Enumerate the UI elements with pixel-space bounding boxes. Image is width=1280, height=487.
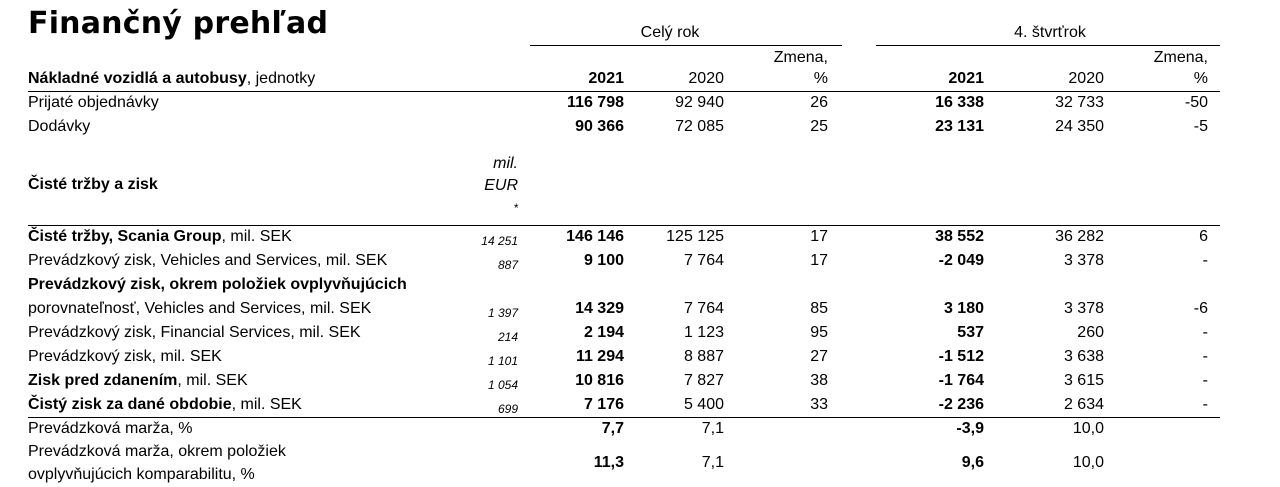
row-op-profit-vs-label: Prevádzkový zisk, Vehicles and Services, mil. SEK: [28, 252, 388, 269]
row-orders-q2021: 16 338: [935, 94, 984, 111]
row-deliveries-fy2020: 72 085: [675, 118, 724, 135]
row-op-profit-vs-q2021: -2 049: [938, 252, 984, 269]
row-net-income-label: [28, 396, 302, 414]
row-orders-fy-change: 26: [810, 94, 828, 111]
row-op-profit-excl-q2020: 3 378: [1063, 300, 1104, 317]
group-full-year: Celý rok: [640, 24, 700, 41]
row-net-income-fy2020: 5 400: [683, 396, 724, 413]
row-net-income-q2021: -2 236: [938, 396, 984, 413]
row-op-profit-fy-change: 27: [810, 348, 828, 365]
row-op-profit-vs-fy2021: 9 100: [583, 252, 624, 269]
eur-header-3: *: [513, 201, 518, 215]
row-net-sales-label: [28, 228, 292, 246]
group-q4: 4. štvrťrok: [1014, 24, 1086, 41]
row-op-profit-q-change: -: [1202, 348, 1208, 365]
row-orders-fy2021: 116 798: [567, 94, 624, 111]
row-op-profit-excl-q-change: -6: [1193, 300, 1208, 317]
row-margin-q2020: 10,0: [1072, 420, 1104, 437]
row-op-profit-excl-fy-change: 85: [810, 300, 828, 317]
row-margin-excl-label-line1: Prevádzková marža, okrem položiek: [28, 443, 286, 460]
row-deliveries-q-change: -5: [1193, 118, 1208, 135]
row-margin-excl-label-line2: ovplyvňujúcich komparabilitu, %: [28, 466, 255, 483]
header-q-change-2: %: [1193, 70, 1208, 87]
row-margin-excl-fy2020: 7,1: [701, 454, 724, 471]
row-ebt-q2020: 3 615: [1063, 372, 1104, 389]
row-net-sales-q2021: 38 552: [935, 228, 984, 245]
header-fy-change-1: Zmena,: [773, 49, 828, 66]
units-header-label-rest: , jednotky: [246, 70, 316, 87]
row-orders-q-change: -50: [1184, 94, 1208, 111]
row-op-profit-eur: 1 101: [487, 354, 518, 368]
eur-header-2: EUR: [484, 177, 518, 194]
row-deliveries-q2020: 24 350: [1055, 118, 1104, 135]
row-ebt-q2021: -1 764: [938, 372, 984, 389]
row-net-income-fy2021: 7 176: [583, 396, 624, 413]
section2-rule: [28, 225, 1220, 226]
row-net-sales-label-rest: , mil. SEK: [221, 228, 292, 245]
row-margin-fy2020: 7,1: [701, 420, 724, 437]
row-op-profit-label: Prevádzkový zisk, mil. SEK: [28, 348, 222, 365]
row-op-profit-vs-eur: 887: [497, 258, 518, 272]
eur-header-1: mil.: [493, 155, 518, 172]
row-op-profit-fs-label: Prevádzkový zisk, Financial Services, mil. SEK: [28, 324, 361, 341]
row-margin-label: Prevádzková marža, %: [28, 420, 193, 437]
row-op-profit-excl-label-line1: Prevádzkový zisk, okrem položiek ovplyvňujúcich: [28, 276, 407, 293]
row-margin-fy2021: 7,7: [601, 420, 624, 437]
row-margin-excl-fy2021: 11,3: [593, 454, 624, 471]
row-net-income-fy-change: 33: [810, 396, 828, 413]
units-header-label-bold: Nákladné vozidlá a autobusy: [28, 70, 247, 87]
row-net-sales-eur: 14 251: [481, 234, 518, 248]
row-op-profit-vs-fy-change: 17: [810, 252, 828, 269]
row-op-profit-vs-q2020: 3 378: [1063, 252, 1104, 269]
row-ebt-label-rest: , mil. SEK: [177, 372, 248, 389]
row-ebt-fy2021: 10 816: [575, 372, 624, 389]
row-op-profit-excl-q2021: 3 180: [943, 300, 984, 317]
row-net-income-label-rest: , mil. SEK: [231, 396, 302, 413]
row-net-sales-q-change: 6: [1199, 228, 1208, 245]
row-margin-excl-q2021: 9,6: [961, 454, 984, 471]
header-q-2020: 2020: [1068, 70, 1104, 87]
row-op-profit-q2020: 3 638: [1063, 348, 1104, 365]
row-op-profit-vs-q-change: -: [1202, 252, 1208, 269]
row-op-profit-excl-eur: 1 397: [487, 306, 518, 320]
row-orders-fy2020: 92 940: [675, 94, 724, 111]
row-ebt-q-change: -: [1202, 372, 1208, 389]
row-net-income-eur: 699: [497, 402, 518, 416]
row-op-profit-fs-q2020: 260: [1077, 324, 1104, 341]
row-orders-label: Prijaté objednávky: [28, 94, 159, 111]
row-net-sales-fy-change: 17: [810, 228, 828, 245]
row-ebt-fy-change: 38: [810, 372, 828, 389]
row-deliveries-q2021: 23 131: [935, 118, 984, 135]
row-ebt-fy2020: 7 827: [683, 372, 724, 389]
header-q-change-1: Zmena,: [1153, 49, 1208, 66]
header-fy-2021: 2021: [588, 70, 624, 87]
row-margin-q2021: -3,9: [956, 420, 984, 437]
row-net-sales-fy2020: 125 125: [666, 228, 724, 245]
row-deliveries-label: Dodávky: [28, 118, 91, 135]
row-op-profit-fs-fy2021: 2 194: [583, 324, 624, 341]
section-net-sales-label: Čisté tržby a zisk: [28, 176, 158, 193]
group-full-year-rule: [530, 45, 842, 46]
row-op-profit-vs-fy2020: 7 764: [683, 252, 724, 269]
row-op-profit-excl-fy2020: 7 764: [683, 300, 724, 317]
row-deliveries-fy2021: 90 366: [575, 118, 624, 135]
row-op-profit-fs-q-change: -: [1202, 324, 1208, 341]
row-op-profit-excl-label-line2: porovnateľnosť, Vehicles and Services, mil. SEK: [28, 300, 372, 317]
row-op-profit-fy2020: 8 887: [683, 348, 724, 365]
row-op-profit-q2021: -1 512: [938, 348, 984, 365]
row-ebt-label: [28, 372, 248, 390]
margin-rule: [28, 417, 1220, 418]
row-net-sales-label-bold: Čisté tržby, Scania Group: [28, 228, 222, 245]
group-q4-rule: [876, 45, 1220, 46]
row-ebt-eur: 1 054: [487, 378, 518, 392]
row-net-income-q-change: -: [1202, 396, 1208, 413]
header-fy-change-2: %: [813, 70, 828, 87]
header-q-2021: 2021: [948, 70, 984, 87]
row-op-profit-fs-q2021: 537: [957, 324, 984, 341]
row-op-profit-excl-fy2021: 14 329: [575, 300, 624, 317]
units-header-label: [28, 70, 315, 88]
row-op-profit-fs-fy-change: 95: [810, 324, 828, 341]
page-title: Finančný prehľad: [28, 6, 329, 41]
row-op-profit-fs-fy2020: 1 123: [683, 324, 724, 341]
header-fy-2020: 2020: [688, 70, 724, 87]
row-margin-excl-q2020: 10,0: [1072, 454, 1104, 471]
row-op-profit-fs-eur: 214: [497, 330, 518, 344]
row-net-sales-fy2021: 146 146: [566, 228, 624, 245]
header-rule: [28, 91, 1220, 92]
row-op-profit-fy2021: 11 294: [575, 348, 624, 365]
row-orders-q2020: 32 733: [1055, 94, 1104, 111]
row-net-income-q2020: 2 634: [1063, 396, 1104, 413]
row-net-sales-q2020: 36 282: [1055, 228, 1104, 245]
row-deliveries-fy-change: 25: [810, 118, 828, 135]
row-net-income-label-bold: Čistý zisk za dané obdobie: [28, 396, 232, 413]
row-ebt-label-bold: Zisk pred zdanením: [28, 372, 178, 389]
